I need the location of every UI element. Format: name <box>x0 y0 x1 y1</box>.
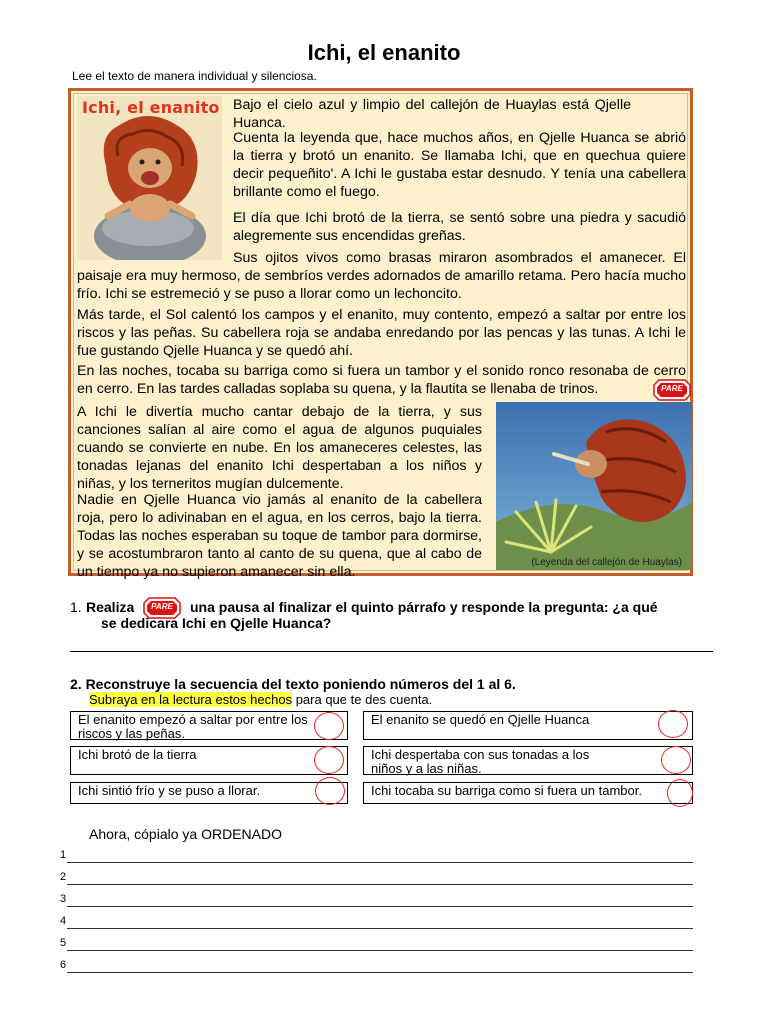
paragraph-4: Sus ojitos vivos como brasas miraron asombrados el amanecer. El paisaje era muy hermoso, de sembríos verdes adornados de amarillo retama. Pero hacía mucho frío. Ichi se estremeció y se puso a llorar como un lechoncito. <box>77 250 686 302</box>
illustration-caption: (Leyenda del callejón de Huaylas) <box>531 557 682 568</box>
ichi-sitting-illustration <box>78 96 222 260</box>
line-number: 3 <box>60 893 67 905</box>
sequence-item <box>70 711 348 740</box>
question-1-number: 1. <box>70 599 82 615</box>
copy-line[interactable] <box>60 937 693 953</box>
copy-prompt: Ahora, cópialo ya ORDENADO <box>89 826 282 842</box>
sequence-item-text: El enanito se quedó en Qjelle Huanca <box>371 712 590 727</box>
copy-line[interactable] <box>60 915 693 931</box>
paragraph-7: A Ichi le divertía mucho cantar debajo de la tierra, y sus canciones salían al aire como el agua de algunos puquiales cuando se convierte en nube. En los amaneceres celestes, las tonadas lejanas del enanito Ichi despertaban a los niños y niñas, y los terneritos mugían dulcemente. <box>77 404 482 492</box>
paragraph-6: En las noches, tocaba su barriga como si fuera un tambor y el sonido ronco resonaba de cerro en cerro. En las tardes calladas soplaba su quena, y la flautita se llenaba de trinos. <box>77 363 686 397</box>
number-circle[interactable] <box>661 746 691 774</box>
sequence-item <box>363 711 693 740</box>
stop-sign-label: PARE <box>661 384 683 393</box>
sequence-item-text: Ichi brotó de la tierra <box>78 747 197 762</box>
sequence-item-text: Ichi despertaba con sus tonadas a los niños y a las niñas. <box>371 747 590 776</box>
sequence-item <box>363 782 693 804</box>
stop-sign-icon <box>653 379 691 401</box>
paragraph-2: Cuenta la leyenda que, hace muchos años, en Qjelle Huanca se abrió la tierra y brotó un enanito. Se llamaba Ichi, que en quechua quiere decir pequeñito'. A Ichi le gustaba estar desnudo. Y tenía una cabellera brillante como el fuego. <box>233 130 686 200</box>
page-title: Ichi, el enanito <box>307 40 461 65</box>
answer-line[interactable] <box>70 651 713 652</box>
number-circle[interactable] <box>658 710 688 738</box>
sequence-item <box>70 746 348 775</box>
line-number: 4 <box>60 915 67 927</box>
sequence-item-text: Ichi sintió frío y se puso a llorar. <box>78 783 261 798</box>
paragraph-5: Más tarde, el Sol calentó los campos y el enanito, muy contento, empezó a saltar por entre los riscos y las peñas. Su cabellera roja se andaba enredando por las pencas y las tunas. A Ichi le fue gustando Qjelle Huanca y se quedó ahí. <box>77 307 686 359</box>
line-number: 1 <box>60 849 67 861</box>
number-circle[interactable] <box>667 779 693 807</box>
sequence-item <box>363 746 693 775</box>
instructions: Lee el texto de manera individual y silenciosa. <box>72 69 317 83</box>
question-1-text: una pausa al finalizar el quinto párrafo y responde la pregunta: ¿a qué <box>190 599 658 615</box>
number-circle[interactable] <box>314 712 344 740</box>
paragraph-3: El día que Ichi brotó de la tierra, se sentó sobre una piedra y sacudió alegremente sus encendidas greñas. <box>233 210 686 244</box>
instruction-rest: para que te des cuenta. <box>292 692 433 707</box>
illustration-title: Ichi, el enanito <box>82 98 220 117</box>
ichi-playing-quena-illustration <box>496 402 692 570</box>
sequence-item <box>70 782 348 804</box>
copy-line[interactable] <box>60 893 693 909</box>
question-2-instruction <box>89 692 432 707</box>
highlighted-instruction: Subraya en la lectura estos hechos <box>89 692 293 707</box>
sequence-item-text: El enanito empezó a saltar por entre los riscos y las peñas. <box>78 712 308 741</box>
question-1-verb: Realiza <box>86 599 135 615</box>
line-number: 5 <box>60 937 67 949</box>
sequence-item-text: Ichi tocaba su barriga como si fuera un tambor. <box>371 783 642 798</box>
question-2-title: 2. Reconstruye la secuencia del texto poniendo números del 1 al 6. <box>70 676 516 692</box>
line-number: 6 <box>60 959 67 971</box>
paragraph-8: Nadie en Qjelle Huanca vio jamás al enanito de la cabellera roja, pero lo adivinaban en el agua, en los cerros, bajo la tierra. Todas las noches esperaban su toque de tambor para dormirse, y se acostumbraron tanto al canto de su quena, que al cabo de un tiempo ya no supieron amanecer sin ella. <box>77 492 482 580</box>
copy-line[interactable] <box>60 871 693 887</box>
copy-line[interactable] <box>60 959 693 975</box>
stop-sign-label: PARE <box>151 602 173 611</box>
paragraph-1: Bajo el cielo azul y limpio del callejón de Huaylas está Qjelle Huanca. <box>233 97 631 131</box>
number-circle[interactable] <box>315 777 345 805</box>
copy-line[interactable] <box>60 849 693 865</box>
question-1-text-cont: se dedicara Ichi en Qjelle Huanca? <box>101 615 332 631</box>
line-number: 2 <box>60 871 67 883</box>
number-circle[interactable] <box>314 746 344 774</box>
